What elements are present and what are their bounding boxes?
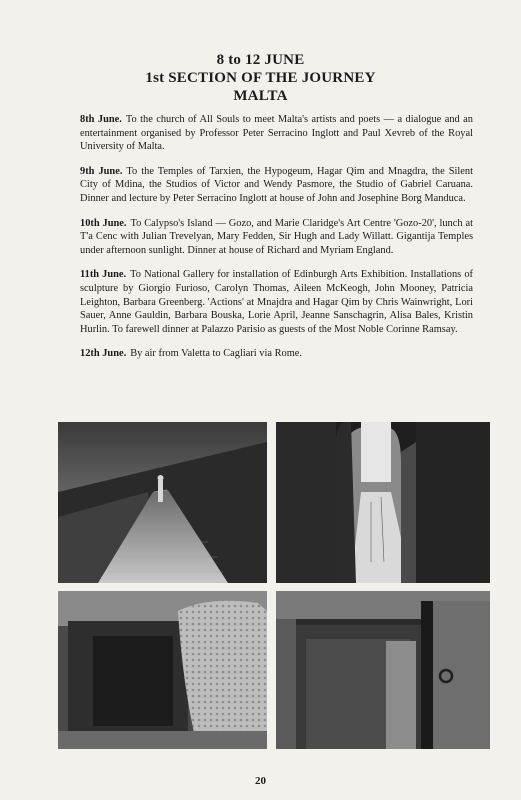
photo-cliff-path bbox=[58, 422, 267, 583]
entry-text: To National Gallery for installation of Edinburgh Arts Exhibition. Installations of sculpture by Giorgio Furioso, Carolyn Thomas, Aileen McKeogh, John Mooney, Patricia Leighton, Barbara Greenberg. 'Actions' at Mnajdra and Hagar Qim by Chris Wainwright, Lori Sauer, Anne Gauldin, Barbara Bouska, Lorie April, Jeanne Sanschagrin, Alisa Bales, Kristin Hurlin. To farewell dinner at Palazzo Parisio as guests of the Most Noble Corinne Ramsay. bbox=[80, 269, 473, 335]
header-section-title: 1st SECTION OF THE JOURNEY bbox=[145, 70, 376, 86]
entry-text: To Calypso's Island — Gozo, and Marie Claridge's Art Centre 'Gozo-20', lunch at T'a Cenc with Julian Trevelyan, Mary Fedden, Sir Hugh and Lady Willatt. Gigantija Temples under afternoon sunlight. Dinner at house of Richard and Myriam England. bbox=[80, 217, 473, 256]
entry-date: 8th June. bbox=[80, 114, 122, 125]
itinerary-entry bbox=[80, 113, 473, 154]
itinerary-entry bbox=[80, 347, 473, 361]
itinerary-entries bbox=[80, 113, 473, 372]
entry-text: To the Temples of Tarxien, the Hypogeum, Hagar Qim and Mnagdra, the Silent City of Mdina, the Studios of Victor and Wendy Pasmore, the Studio of Gabriel Caruana. Dinner and lecture by Peter Serracino Inglott at house of John and Josephine Borg Manduca. bbox=[80, 165, 473, 204]
entry-date: 10th June. bbox=[80, 217, 127, 229]
itinerary-entry bbox=[80, 217, 473, 258]
photo-mdina-alley bbox=[276, 422, 490, 583]
entry-date: 9th June. bbox=[80, 165, 123, 177]
itinerary-entry bbox=[80, 268, 473, 336]
itinerary-entry bbox=[80, 165, 473, 206]
photo-temple-stones bbox=[58, 591, 267, 749]
header-location: MALTA bbox=[233, 88, 288, 104]
entry-text: To the church of All Souls to meet Malta's artists and poets — a dialogue and an entertainment organised by Professor Peter Serracino Inglott and Paul Xevreb of the Royal University of Malta. bbox=[80, 114, 473, 153]
entry-date: 11th June. bbox=[80, 269, 127, 281]
photo-stone-doorway bbox=[276, 591, 490, 749]
entry-date: 12th June. bbox=[80, 348, 127, 360]
entry-text: By air from Valetta to Cagliari via Rome. bbox=[130, 348, 302, 360]
page-number: 20 bbox=[255, 775, 266, 787]
page-header bbox=[0, 51, 521, 105]
header-dates: 8 to 12 JUNE bbox=[216, 52, 305, 68]
